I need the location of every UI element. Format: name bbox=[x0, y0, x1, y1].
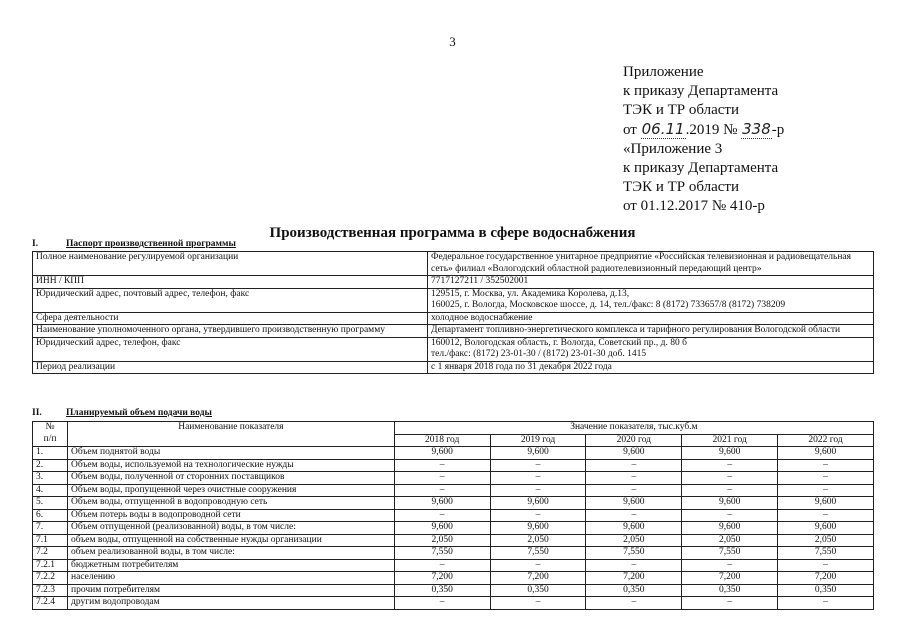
row-number: 7.2.2 bbox=[33, 572, 68, 585]
row-value: – bbox=[682, 484, 778, 497]
row-value: – bbox=[394, 597, 490, 610]
row-number: 7.2 bbox=[33, 547, 68, 560]
row-value: 2,050 bbox=[490, 534, 586, 547]
passport-row bbox=[33, 337, 874, 361]
appendix-line: ТЭК и ТР области bbox=[623, 102, 739, 118]
volume-row bbox=[33, 534, 874, 547]
row-value: – bbox=[682, 459, 778, 472]
row-value: 7,550 bbox=[586, 547, 682, 560]
order-number: 338 bbox=[742, 120, 771, 138]
section1-title bbox=[32, 239, 236, 249]
year-header: 2021 год bbox=[682, 434, 778, 447]
row-name: Объем отпущенной (реализованной) воды, в том числе: bbox=[68, 522, 395, 535]
appendix-line: от 01.12.2017 № 410-р bbox=[623, 198, 765, 214]
header-name: Наименование показателя bbox=[68, 422, 395, 447]
appendix-line: к приказу Департамента bbox=[623, 83, 779, 99]
passport-key: Наименование уполномоченного органа, утвердившего производственную программу bbox=[33, 325, 428, 338]
section1-number: I. bbox=[32, 239, 39, 249]
passport-row bbox=[33, 325, 874, 338]
row-value: 9,600 bbox=[682, 522, 778, 535]
passport-row bbox=[33, 276, 874, 289]
row-value: 2,050 bbox=[778, 534, 874, 547]
section1-title-text: Паспорт производственной программы bbox=[66, 239, 236, 249]
row-name: прочим потребителям bbox=[68, 584, 395, 597]
row-name: объем воды, отпущенной на собственные нужды организации bbox=[68, 534, 395, 547]
row-value: – bbox=[490, 509, 586, 522]
row-value: 0,350 bbox=[394, 584, 490, 597]
passport-value: 129515, г. Москва, ул. Академика Королева, д.13, 160025, г. Вологда, Московское шоссе, д. 14, тел./факс: 8 (8172) 733657/8 (8172) 738209 bbox=[428, 288, 874, 312]
appendix-line: к приказу Департамента bbox=[623, 160, 779, 176]
row-value: – bbox=[490, 559, 586, 572]
row-value: – bbox=[586, 509, 682, 522]
row-value: – bbox=[778, 472, 874, 485]
row-value: – bbox=[778, 459, 874, 472]
row-value: – bbox=[490, 484, 586, 497]
row-value: 9,600 bbox=[778, 497, 874, 510]
order-mid: .2019 № bbox=[685, 122, 742, 138]
row-value: 7,200 bbox=[394, 572, 490, 585]
passport-row bbox=[33, 361, 874, 374]
row-name: Объем воды, отпущенной в водопроводную сеть bbox=[68, 497, 395, 510]
row-name: Объем потерь воды в водопроводной сети bbox=[68, 509, 395, 522]
row-name: бюджетным потребителям bbox=[68, 559, 395, 572]
row-value: – bbox=[682, 509, 778, 522]
passport-key: Юридический адрес, телефон, факс bbox=[33, 337, 428, 361]
row-number: 7.2.1 bbox=[33, 559, 68, 572]
volume-row bbox=[33, 459, 874, 472]
volume-row bbox=[33, 472, 874, 485]
row-value: – bbox=[394, 509, 490, 522]
volume-row bbox=[33, 584, 874, 597]
row-value: 9,600 bbox=[490, 497, 586, 510]
year-header: 2018 год bbox=[394, 434, 490, 447]
document-title: Производственная программа в сфере водоснабжения bbox=[269, 225, 636, 241]
row-number: 6. bbox=[33, 509, 68, 522]
passport-key: ИНН / КПП bbox=[33, 276, 428, 289]
row-value: 9,600 bbox=[682, 497, 778, 510]
row-value: 0,350 bbox=[778, 584, 874, 597]
row-value: 9,600 bbox=[586, 497, 682, 510]
row-value: 9,600 bbox=[394, 447, 490, 460]
passport-key: Юридический адрес, почтовый адрес, телефон, факс bbox=[33, 288, 428, 312]
passport-value: 160012, Вологодская область, г. Вологда, Советский пр., д. 80 б тел./факс: (8172) 23-01-30 / (8172) 23-01-30 доб. 1415 bbox=[428, 337, 874, 361]
appendix-line: ТЭК и ТР области bbox=[623, 179, 739, 195]
row-value: 9,600 bbox=[682, 447, 778, 460]
page-number: 3 bbox=[449, 34, 456, 49]
row-value: 9,600 bbox=[490, 447, 586, 460]
row-value: 2,050 bbox=[682, 534, 778, 547]
row-value: – bbox=[682, 559, 778, 572]
volume-row bbox=[33, 597, 874, 610]
row-value: – bbox=[394, 559, 490, 572]
row-value: – bbox=[778, 559, 874, 572]
row-value: 9,600 bbox=[778, 522, 874, 535]
row-number: 3. bbox=[33, 472, 68, 485]
passport-row bbox=[33, 252, 874, 276]
row-value: 7,550 bbox=[490, 547, 586, 560]
row-value: 7,200 bbox=[682, 572, 778, 585]
row-name: населению bbox=[68, 572, 395, 585]
row-value: – bbox=[394, 484, 490, 497]
row-value: – bbox=[586, 597, 682, 610]
appendix-block bbox=[623, 63, 784, 216]
passport-value: Департамент топливно-энергетического комплекса и тарифного регулирования Вологодской области bbox=[428, 325, 874, 338]
year-header: 2022 год bbox=[778, 434, 874, 447]
volume-row bbox=[33, 572, 874, 585]
row-number: 5. bbox=[33, 497, 68, 510]
row-value: 9,600 bbox=[394, 522, 490, 535]
row-value: – bbox=[490, 597, 586, 610]
row-value: – bbox=[586, 459, 682, 472]
passport-key: Полное наименование регулируемой организации bbox=[33, 252, 428, 276]
row-value: 0,350 bbox=[682, 584, 778, 597]
year-header: 2020 год bbox=[586, 434, 682, 447]
passport-value: 7717127211 / 352502001 bbox=[428, 276, 874, 289]
row-name: Объем воды, пропущенной через очистные сооружения bbox=[68, 484, 395, 497]
row-value: – bbox=[778, 509, 874, 522]
volume-row bbox=[33, 484, 874, 497]
row-number: 4. bbox=[33, 484, 68, 497]
row-number: 2. bbox=[33, 459, 68, 472]
row-number: 7. bbox=[33, 522, 68, 535]
passport-value: Федеральное государственное унитарное предприятие «Российская телевизионная и радиовещательная сеть» филиал «Вологодский областной радиотелевизионный передающий центр» bbox=[428, 252, 874, 276]
row-value: – bbox=[586, 559, 682, 572]
row-name: объем реализованной воды, в том числе: bbox=[68, 547, 395, 560]
row-value: – bbox=[682, 597, 778, 610]
appendix-line: Приложение bbox=[623, 64, 704, 80]
row-value: 0,350 bbox=[586, 584, 682, 597]
row-value: 9,600 bbox=[586, 522, 682, 535]
row-value: – bbox=[490, 472, 586, 485]
passport-value: с 1 января 2018 года по 31 декабря 2022 года bbox=[428, 361, 874, 374]
row-value: 7,550 bbox=[682, 547, 778, 560]
passport-value: холодное водоснабжение bbox=[428, 312, 874, 325]
volume-row bbox=[33, 447, 874, 460]
row-number: 1. bbox=[33, 447, 68, 460]
row-value: 7,200 bbox=[586, 572, 682, 585]
row-name: другим водопроводам bbox=[68, 597, 395, 610]
section2-number: II. bbox=[32, 408, 42, 418]
volume-row bbox=[33, 559, 874, 572]
row-number: 7.2.3 bbox=[33, 584, 68, 597]
row-value: 2,050 bbox=[586, 534, 682, 547]
section2-title-text: Планируемый объем подачи воды bbox=[66, 408, 212, 418]
order-line bbox=[623, 120, 784, 140]
row-number: 7.1 bbox=[33, 534, 68, 547]
row-value: 7,200 bbox=[490, 572, 586, 585]
passport-table bbox=[32, 251, 874, 374]
header-value: Значение показателя, тыс.куб.м bbox=[394, 422, 873, 435]
section2-title bbox=[32, 408, 212, 418]
volume-row bbox=[33, 497, 874, 510]
volume-table bbox=[32, 421, 874, 610]
row-value: 7,550 bbox=[778, 547, 874, 560]
passport-key: Период реализации bbox=[33, 361, 428, 374]
order-day-month: 06.11 bbox=[641, 120, 685, 138]
row-value: – bbox=[394, 459, 490, 472]
volume-row bbox=[33, 547, 874, 560]
row-value: 7,200 bbox=[778, 572, 874, 585]
row-value: 9,600 bbox=[778, 447, 874, 460]
passport-row bbox=[33, 312, 874, 325]
row-value: 9,600 bbox=[586, 447, 682, 460]
passport-key: Сфера деятельности bbox=[33, 312, 428, 325]
row-name: Объем воды, используемой на технологические нужды bbox=[68, 459, 395, 472]
row-value: 0,350 bbox=[490, 584, 586, 597]
row-value: 9,600 bbox=[394, 497, 490, 510]
appendix-line: «Приложение 3 bbox=[623, 141, 723, 157]
row-name: Объем воды, полученной от сторонних поставщиков bbox=[68, 472, 395, 485]
row-value: – bbox=[586, 484, 682, 497]
order-suffix: -р bbox=[771, 122, 785, 138]
volume-row bbox=[33, 522, 874, 535]
volume-row bbox=[33, 509, 874, 522]
row-value: 9,600 bbox=[490, 522, 586, 535]
row-value: – bbox=[490, 459, 586, 472]
row-value: – bbox=[394, 472, 490, 485]
row-value: – bbox=[586, 472, 682, 485]
row-number: 7.2.4 bbox=[33, 597, 68, 610]
row-value: – bbox=[682, 472, 778, 485]
header-num: № п/п bbox=[33, 422, 68, 447]
row-value: 7,550 bbox=[394, 547, 490, 560]
row-name: Объем поднятой воды bbox=[68, 447, 395, 460]
row-value: 2,050 bbox=[394, 534, 490, 547]
row-value: – bbox=[778, 484, 874, 497]
passport-row bbox=[33, 288, 874, 312]
order-prefix: от bbox=[623, 122, 641, 138]
year-header: 2019 год bbox=[490, 434, 586, 447]
row-value: – bbox=[778, 597, 874, 610]
